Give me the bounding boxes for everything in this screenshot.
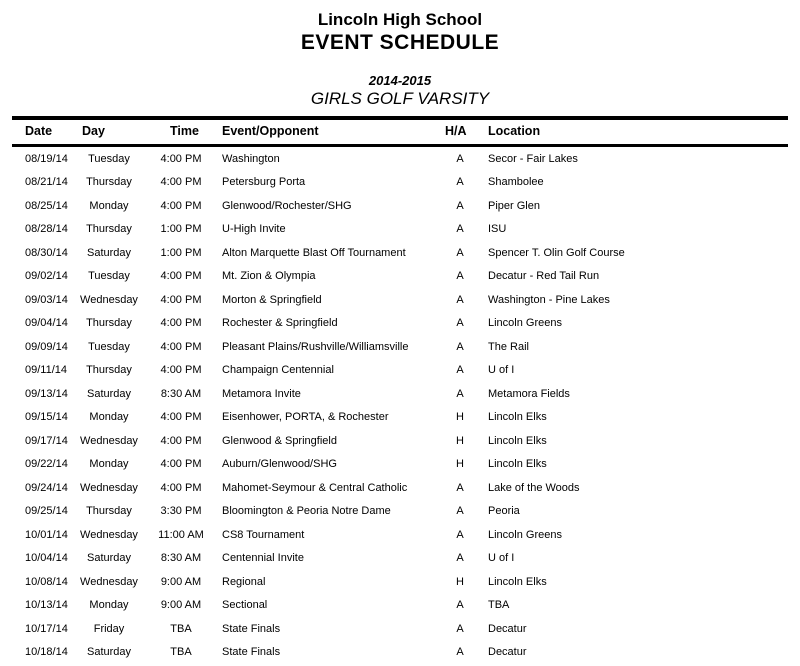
table-body xyxy=(12,145,788,664)
cell-location: Decatur - Red Tail Run xyxy=(488,270,600,283)
table-row xyxy=(12,546,788,570)
cell-time: 4:00 PM xyxy=(160,176,202,189)
cell-date: 08/21/14 xyxy=(25,176,68,189)
table-row xyxy=(12,241,788,265)
cell-time: 4:00 PM xyxy=(160,199,202,212)
table-row xyxy=(12,217,788,241)
cell-location: Lincoln Greens xyxy=(488,528,562,541)
cell-date: 09/22/14 xyxy=(25,458,68,471)
cell-date: 08/30/14 xyxy=(25,246,68,259)
table-row xyxy=(12,523,788,547)
event-schedule-table xyxy=(12,116,788,664)
cell-event-opponent: Pleasant Plains/Rushville/Williamsville xyxy=(222,340,409,353)
cell-day: Thursday xyxy=(86,223,132,236)
cell-date: 09/24/14 xyxy=(25,481,68,494)
cell-event-opponent: Centennial Invite xyxy=(222,552,304,565)
cell-day: Saturday xyxy=(86,646,132,659)
cell-time: 1:00 PM xyxy=(160,223,202,236)
cell-date: 09/11/14 xyxy=(25,364,68,377)
cell-day: Friday xyxy=(93,622,125,635)
table-row xyxy=(12,570,788,594)
cell-date: 10/08/14 xyxy=(25,575,68,588)
cell-location: Shambolee xyxy=(488,176,544,189)
cell-h-a: A xyxy=(456,293,464,306)
cell-time: 4:00 PM xyxy=(160,364,202,377)
cell-day: Wednesday xyxy=(80,575,138,588)
cell-h-a: A xyxy=(456,364,464,377)
cell-event-opponent: Morton & Springfield xyxy=(222,293,322,306)
cell-time: 8:30 AM xyxy=(160,552,202,565)
cell-time: 4:00 PM xyxy=(160,293,202,306)
cell-date: 09/25/14 xyxy=(25,505,68,518)
cell-event-opponent: U-High Invite xyxy=(222,223,286,236)
cell-h-a: H xyxy=(456,458,464,471)
cell-event-opponent: Sectional xyxy=(222,599,268,612)
cell-location: TBA xyxy=(488,599,510,612)
team-label: GIRLS GOLF VARSITY xyxy=(310,89,490,109)
cell-time: 4:00 PM xyxy=(160,434,202,447)
cell-time: 3:30 PM xyxy=(160,505,202,518)
cell-time: 11:00 AM xyxy=(158,528,204,541)
cell-h-a: A xyxy=(456,387,464,400)
column-header-date: Date xyxy=(12,118,70,146)
cell-event-opponent: Glenwood/Rochester/SHG xyxy=(222,199,352,212)
cell-h-a: A xyxy=(456,223,464,236)
cell-day: Wednesday xyxy=(80,293,138,306)
cell-location: Lake of the Woods xyxy=(488,481,580,494)
table-row xyxy=(12,640,788,664)
table-row xyxy=(12,311,788,335)
cell-location: ISU xyxy=(488,223,507,236)
cell-location: Lincoln Elks xyxy=(488,575,547,588)
cell-location: Peoria xyxy=(488,505,520,518)
cell-event-opponent: Champaign Centennial xyxy=(222,364,334,377)
cell-h-a: A xyxy=(456,340,464,353)
cell-h-a: H xyxy=(456,575,464,588)
table-row xyxy=(12,382,788,406)
cell-h-a: A xyxy=(456,152,464,165)
cell-time: 9:00 AM xyxy=(160,575,202,588)
cell-event-opponent: Rochester & Springfield xyxy=(222,317,338,330)
cell-h-a: A xyxy=(456,270,464,283)
cell-location: U of I xyxy=(488,552,515,565)
cell-event-opponent: Glenwood & Springfield xyxy=(222,434,337,447)
table-row xyxy=(12,476,788,500)
cell-date: 08/28/14 xyxy=(25,223,68,236)
cell-day: Monday xyxy=(89,199,129,212)
cell-day: Wednesday xyxy=(80,481,138,494)
cell-event-opponent: Eisenhower, PORTA, & Rochester xyxy=(222,411,389,424)
table-header xyxy=(12,118,788,146)
cell-day: Saturday xyxy=(86,552,132,565)
cell-day: Saturday xyxy=(86,387,132,400)
cell-h-a: A xyxy=(456,176,464,189)
cell-time: 4:00 PM xyxy=(160,481,202,494)
cell-event-opponent: Bloomington & Peoria Notre Dame xyxy=(222,505,391,518)
cell-event-opponent: Washington xyxy=(222,152,280,165)
cell-event-opponent: Auburn/Glenwood/SHG xyxy=(222,458,337,471)
cell-h-a: A xyxy=(456,246,464,259)
cell-date: 10/01/14 xyxy=(25,528,68,541)
cell-event-opponent: Regional xyxy=(222,575,266,588)
cell-date: 09/15/14 xyxy=(25,411,68,424)
cell-location: Piper Glen xyxy=(488,199,540,212)
cell-location: Lincoln Elks xyxy=(488,434,547,447)
table-row xyxy=(12,194,788,218)
cell-event-opponent: CS8 Tournament xyxy=(222,528,305,541)
cell-h-a: A xyxy=(456,505,464,518)
cell-location: Washington - Pine Lakes xyxy=(488,293,610,306)
cell-location: The Rail xyxy=(488,340,529,353)
cell-event-opponent: Petersburg Porta xyxy=(222,176,306,189)
cell-time: 4:00 PM xyxy=(160,458,202,471)
cell-h-a: A xyxy=(456,317,464,330)
cell-location: Metamora Fields xyxy=(488,387,570,400)
season-label: 2014-2015 xyxy=(368,72,432,88)
cell-event-opponent: Alton Marquette Blast Off Tournament xyxy=(222,246,406,259)
cell-location: Spencer T. Olin Golf Course xyxy=(488,246,625,259)
table-row xyxy=(12,617,788,641)
cell-date: 09/13/14 xyxy=(25,387,68,400)
cell-day: Saturday xyxy=(86,246,132,259)
table-row xyxy=(12,593,788,617)
table-row xyxy=(12,288,788,312)
cell-date: 09/04/14 xyxy=(25,317,68,330)
cell-event-opponent: State Finals xyxy=(222,646,281,659)
cell-time: 9:00 AM xyxy=(160,599,202,612)
cell-day: Tuesday xyxy=(88,152,130,165)
cell-h-a: A xyxy=(456,199,464,212)
cell-day: Monday xyxy=(89,599,129,612)
table-row xyxy=(12,452,788,476)
column-header-location: Location xyxy=(484,118,788,146)
cell-event-opponent: Mahomet-Seymour & Central Catholic xyxy=(222,481,408,494)
cell-location: U of I xyxy=(488,364,515,377)
cell-date: 09/17/14 xyxy=(25,434,68,447)
column-header-day: Day xyxy=(70,118,148,146)
cell-h-a: A xyxy=(456,481,464,494)
cell-time: 4:00 PM xyxy=(160,340,202,353)
cell-location: Lincoln Elks xyxy=(488,458,547,471)
column-header-h-a: H/A xyxy=(436,118,484,146)
table-header-row xyxy=(12,118,788,146)
cell-h-a: A xyxy=(456,599,464,612)
table-row xyxy=(12,335,788,359)
cell-time: 4:00 PM xyxy=(160,317,202,330)
cell-day: Tuesday xyxy=(88,270,130,283)
cell-location: Lincoln Elks xyxy=(488,411,547,424)
page-title: EVENT SCHEDULE xyxy=(300,31,500,55)
table-row xyxy=(12,145,788,170)
document-header xyxy=(0,0,800,110)
table-row xyxy=(12,499,788,523)
table-row xyxy=(12,170,788,194)
column-header-event-opponent: Event/Opponent xyxy=(214,118,436,146)
cell-time: TBA xyxy=(170,622,192,635)
cell-date: 10/04/14 xyxy=(25,552,68,565)
cell-location: Secor - Fair Lakes xyxy=(488,152,578,165)
cell-location: Lincoln Greens xyxy=(488,317,562,330)
table-row xyxy=(12,429,788,453)
cell-h-a: A xyxy=(456,528,464,541)
cell-day: Tuesday xyxy=(88,340,130,353)
cell-date: 09/03/14 xyxy=(25,293,68,306)
cell-day: Thursday xyxy=(86,505,132,518)
cell-event-opponent: State Finals xyxy=(222,622,281,635)
cell-day: Wednesday xyxy=(80,434,138,447)
cell-date: 09/02/14 xyxy=(25,270,68,283)
cell-time: 4:00 PM xyxy=(160,270,202,283)
cell-h-a: A xyxy=(456,646,464,659)
cell-day: Wednesday xyxy=(80,528,138,541)
table-row xyxy=(12,358,788,382)
cell-day: Thursday xyxy=(86,364,132,377)
cell-event-opponent: Metamora Invite xyxy=(222,387,301,400)
cell-date: 10/18/14 xyxy=(25,646,68,659)
cell-time: TBA xyxy=(170,646,192,659)
cell-h-a: H xyxy=(456,434,464,447)
cell-h-a: A xyxy=(456,622,464,635)
cell-location: Decatur xyxy=(488,622,527,635)
cell-day: Thursday xyxy=(86,176,132,189)
table-row xyxy=(12,405,788,429)
cell-time: 1:00 PM xyxy=(160,246,202,259)
cell-day: Monday xyxy=(89,458,129,471)
cell-time: 8:30 AM xyxy=(160,387,202,400)
cell-day: Monday xyxy=(89,411,129,424)
cell-h-a: H xyxy=(456,411,464,424)
cell-location: Decatur xyxy=(488,646,527,659)
cell-date: 10/13/14 xyxy=(25,599,68,612)
cell-time: 4:00 PM xyxy=(160,152,202,165)
cell-h-a: A xyxy=(456,552,464,565)
cell-event-opponent: Mt. Zion & Olympia xyxy=(222,270,316,283)
cell-time: 4:00 PM xyxy=(160,411,202,424)
cell-day: Thursday xyxy=(86,317,132,330)
column-header-time: Time xyxy=(148,118,214,146)
school-name: Lincoln High School xyxy=(317,10,483,29)
table-row xyxy=(12,264,788,288)
cell-date: 10/17/14 xyxy=(25,622,68,635)
cell-date: 09/09/14 xyxy=(25,340,68,353)
cell-date: 08/19/14 xyxy=(25,152,68,165)
cell-date: 08/25/14 xyxy=(25,199,68,212)
